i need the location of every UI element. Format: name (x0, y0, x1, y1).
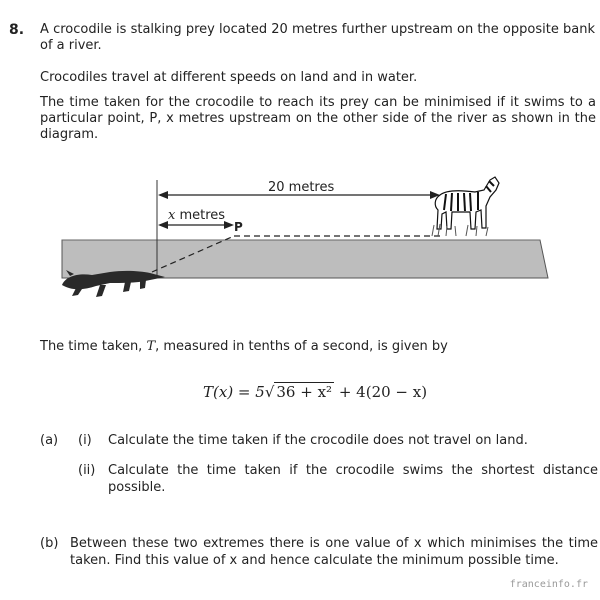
question-number: 8. (9, 22, 25, 38)
part-a-label: (a) (40, 433, 59, 448)
part-a-i-text: Calculate the time taken if the crocodile does not travel on land. (108, 433, 528, 448)
part-b-label: (b) (40, 536, 59, 551)
part-a-ii-label: (ii) (78, 463, 96, 478)
part-a-i-label: (i) (78, 433, 92, 448)
time-prefix: The time taken, (40, 339, 147, 354)
arrowhead-left-20 (158, 191, 168, 199)
sqrt-icon: √ (264, 383, 275, 401)
formula-radicand: 36 + x² (276, 383, 333, 401)
time-var: T (146, 339, 156, 354)
time-suffix: , measured in tenths of a second, is given by (155, 339, 448, 354)
time-taken-sentence (40, 339, 595, 355)
part-a-ii-text: Calculate the time taken if the crocodile swims the shortest distance possible. (108, 463, 598, 495)
arrowhead-right-x (224, 221, 234, 229)
intro-paragraph-1: A crocodile is stalking prey located 20 metres further upstream on the opposite bank of a river. (40, 22, 595, 53)
label-point-p: P (234, 220, 243, 234)
formula-rhs: + 4(20 − x) (338, 383, 428, 401)
label-x-metres (168, 208, 225, 223)
zebra-icon (432, 177, 499, 236)
formula (203, 383, 427, 401)
intro-paragraph-2: Crocodiles travel at different speeds on land and in water. (40, 70, 418, 85)
formula-lhs: T(x) = 5 (203, 383, 265, 401)
label-x-rest: metres (175, 208, 226, 223)
label-20-metres: 20 metres (268, 180, 335, 195)
arrowhead-left-x (158, 221, 168, 229)
intro-paragraph-3: The time taken for the crocodile to reach its prey can be minimised if it swims to a particular point, P, x metres upstream on the other side of the river as shown in the diagram. (40, 95, 596, 142)
part-b-text: Between these two extremes there is one value of x which minimises the time taken. Find this value of x and hence calculate the minimum possible time. (70, 536, 598, 568)
watermark: franceinfo.fr (509, 579, 588, 590)
label-x-var: x (168, 208, 176, 223)
